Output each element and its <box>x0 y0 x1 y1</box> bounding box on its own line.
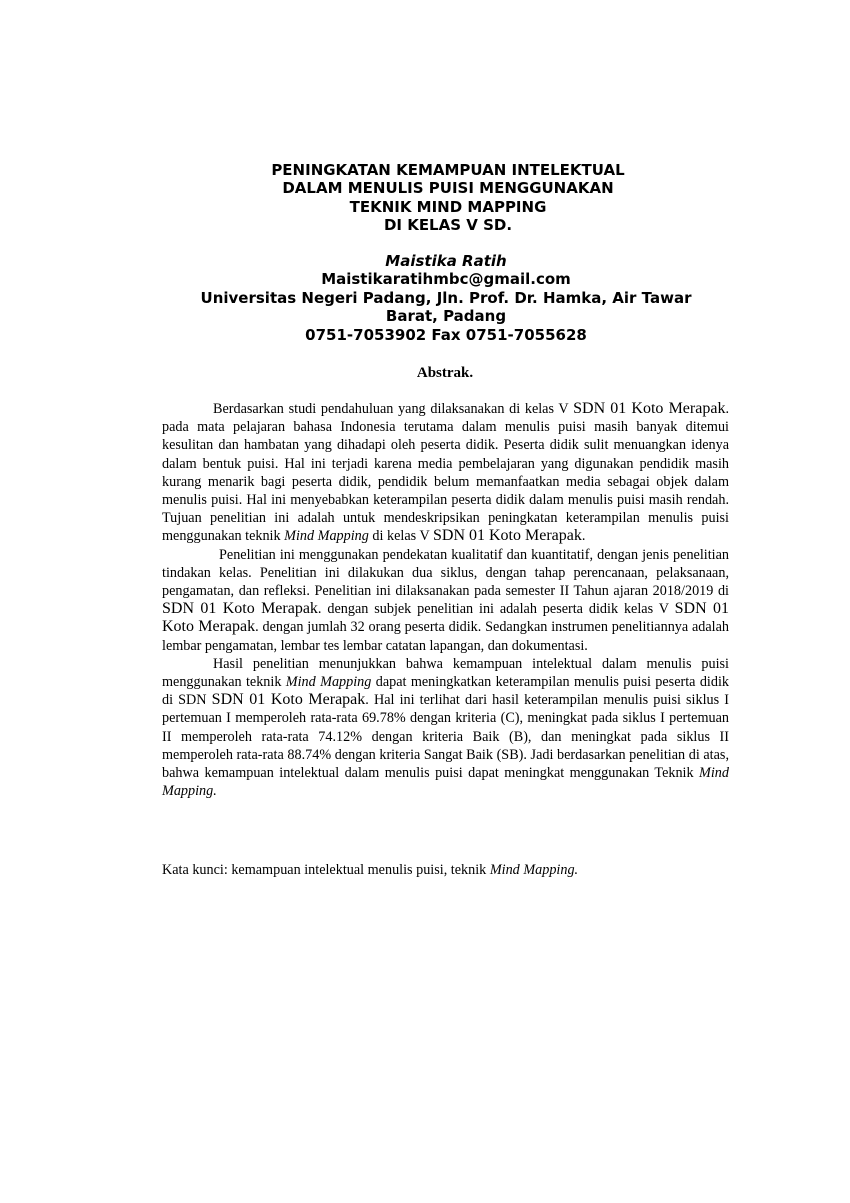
author-email: Maistikaratihmbc@gmail.com <box>321 270 571 289</box>
p1-mind-mapping: Mind Mapping <box>284 528 369 545</box>
keywords-mind-mapping: Mind Mapping. <box>489 862 579 878</box>
abstract-body <box>162 400 729 800</box>
p1-text-d: . <box>581 528 586 545</box>
p3-mind-mapping-2: Mind Mapping. <box>162 765 729 800</box>
p2-school-2: SDN 01 Koto Merapak <box>162 600 729 636</box>
p2-text-c: . dengan jumlah 32 orang peserta didik. Sedangkan instrumen penelitiannya adalah lembar pengamatan, lembar tes lembar catatan lapangan, dan dokumentasi. <box>162 619 730 654</box>
p2-school-1: SDN 01 Koto Merapak <box>162 600 318 618</box>
p3-text-a: Hasil penelitian menunjukkan bahwa kemampuan intelektual dalam menulis puisi menggunakan teknik <box>162 655 729 691</box>
keywords-text: Kata kunci: kemampuan intelektual menulis puisi, teknik <box>162 862 490 878</box>
title-line-3: TEKNIK MIND MAPPING <box>349 197 547 216</box>
author-affiliation-line-1: Universitas Negeri Padang, Jln. Prof. Dr. Hamka, Air Tawar <box>200 288 692 307</box>
p1-school-1: SDN 01 Koto Merapak <box>573 400 726 417</box>
p1-text-a: Berdasarkan studi pendahuluan yang dilaksanakan di kelas V <box>213 401 574 417</box>
abstract-paragraph-2 <box>162 546 729 655</box>
abstract-heading: Abstrak. <box>416 365 474 381</box>
title-line-4: DI KELAS V SD. <box>383 216 513 235</box>
p3-text-b: dapat meningkatkan keterampilan menulis puisi peserta didik di SDN <box>162 674 729 709</box>
p1-school-2: SDN 01 Koto Merapak <box>432 527 582 545</box>
p2-text-a: Penelitian ini menggunakan pendekatan kualitatif dan kuantitatif, dengan jenis penelitian tindakan kelas. Penelitian ini dilakukan dua siklus, dengan tahap perencanaan, pelaksanaan, pengamatan, dan refleksi. Penelitian ini dilaksanakan pada semester II Tahun ajaran 2018/2019 di <box>162 546 729 600</box>
author-phone: 0751-7053902 Fax 0751-7055628 <box>305 325 587 344</box>
keywords <box>162 861 729 879</box>
title-line-1: PENINGKATAN KEMAMPUAN INTELEKTUAL <box>271 161 625 179</box>
title-line-2: DALAM MENULIS PUISI MENGGUNAKAN <box>282 179 614 198</box>
author-name: Maistika Ratih <box>385 252 507 270</box>
abstract-paragraph-3 <box>162 655 729 801</box>
p3-mind-mapping-1: Mind Mapping <box>285 674 372 691</box>
author-affiliation-line-2: Barat, Padang <box>385 307 507 326</box>
p1-text-c: di kelas V <box>368 528 433 545</box>
p3-text-c: . Hal ini terlihat dari hasil keterampilan menulis puisi siklus I pertemuan I memperoleh rata-rata 69.78% dengan kriteria (C), meningkat pada siklus I pertemuan II memperoleh rata-rata 74.12% dengan kriteria Baik (B), dan meningkat pada siklus II memperoleh rata-rata 88.74% dengan kriteria Sangat Baik (SB). Jadi berdasarkan penelitian di atas, bahwa kemampuan intelektual dalam menulis puisi dapat meningkat menggunakan Teknik <box>162 692 729 782</box>
abstract-paragraph-1 <box>162 400 729 546</box>
p2-text-b: . dengan subjek penelitian ini adalah peserta didik kelas V <box>317 601 675 618</box>
paper-title <box>0 161 850 235</box>
p1-text-b: . pada mata pelajaran bahasa Indonesia terutama dalam menulis puisi masih banyak ditemui kesulitan dan hambatan yang dihadapi oleh peserta didik. Peserta didik sulit menuangkan idenya dalam bentuk puisi. Hal ini terjadi karena media pembelajaran yang digunakan pendidik masih kurang menarik bagi peserta didik, pendidik belum memanfaatkan media sebagai objek dalam menulis puisi. Hal ini menyebabkan keterampilan peserta didik dalam menulis puisi masih rendah. Tujuan penelitian ini adalah untuk mendeskripsikan peningkatan keterampilan menulis puisi menggunakan teknik <box>162 401 729 545</box>
author-info <box>0 252 850 344</box>
p3-school: SDN 01 Koto Merapak <box>211 691 366 709</box>
